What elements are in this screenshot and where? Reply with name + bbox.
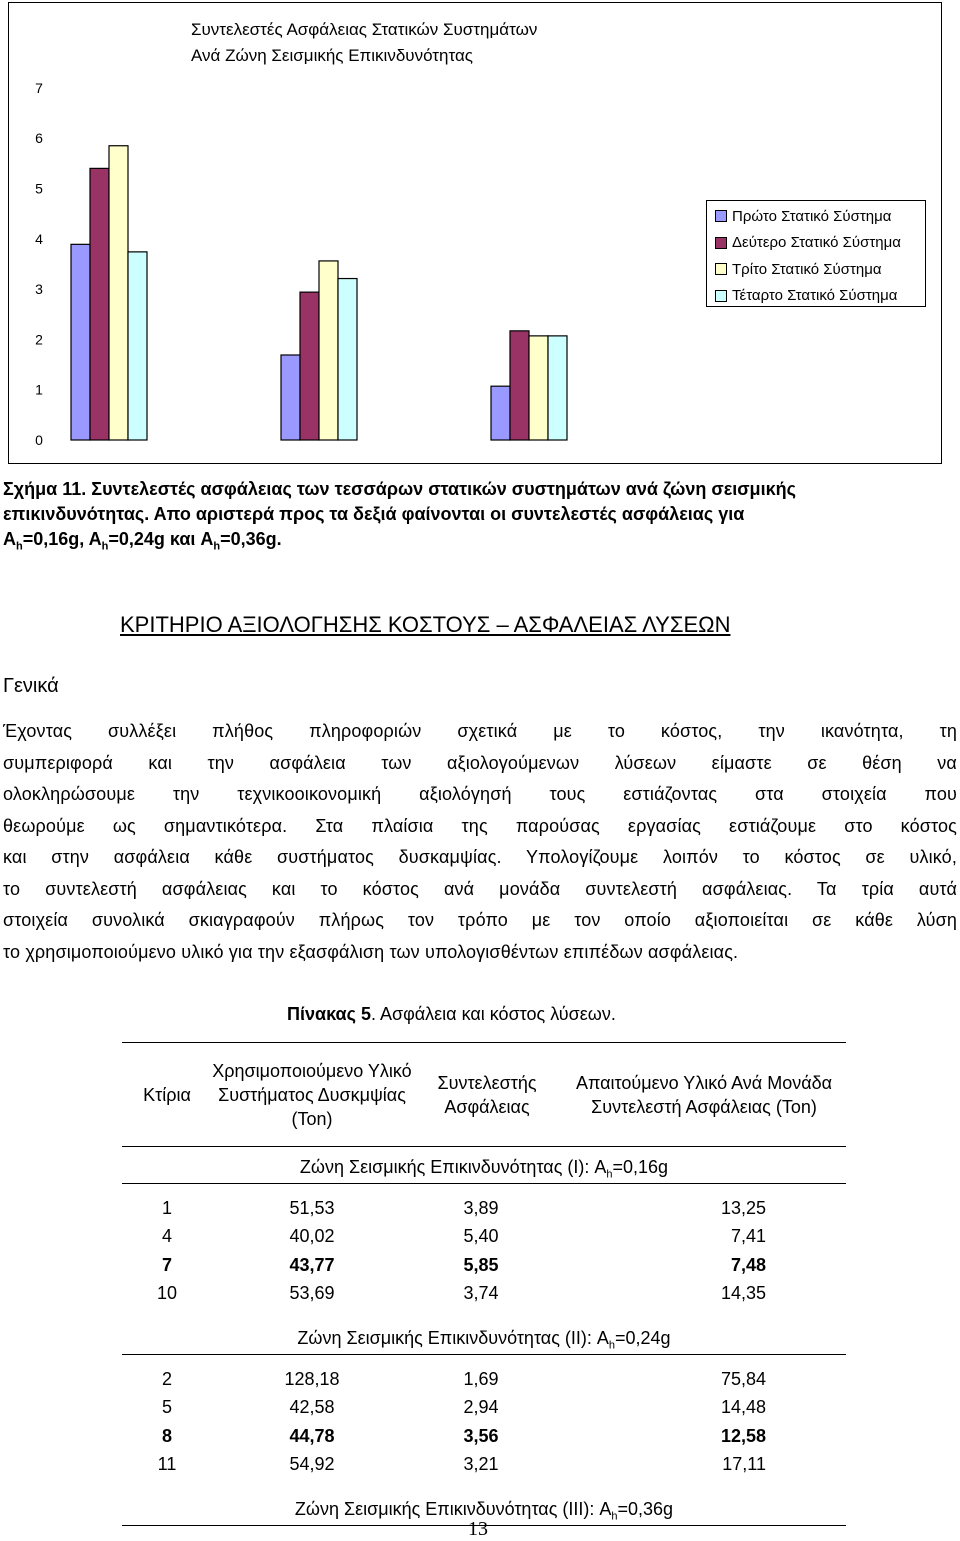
y-tick-label: 4 (35, 230, 43, 247)
header-safety-factor: Συντελεστής Ασφάλειας (412, 1043, 562, 1147)
cell-material: 53,69 (289, 1283, 335, 1304)
legend-label: Δεύτερο Στατικό Σύστημα (732, 234, 901, 252)
chart-bar (128, 252, 147, 440)
table-row (122, 1280, 846, 1309)
cell-material: 51,53 (289, 1197, 335, 1218)
cell-material-per-unit: 17,11 (722, 1454, 766, 1475)
zone-row (122, 1318, 846, 1355)
table-header-row (122, 1043, 846, 1147)
paragraph-line: στοιχεία συνολικά σκιαγραφούν πλήρως τον τρόπο με τον οποίο αξιοποιείται σε κάθε λύση (3, 910, 957, 930)
table-body (122, 1147, 846, 1526)
figure-caption-line-1: Σχήμα 11. Συντελεστές ασφάλειας των τεσσάρων στατικών συστημάτων ανά ζώνη σεισμικής (3, 479, 796, 499)
spacer-row (122, 1184, 846, 1195)
table-row (122, 1223, 846, 1252)
y-tick-label: 6 (35, 130, 43, 147)
section-heading: ΚΡΙΤΗΡΙΟ ΑΞΙΟΛΟΓΗΣΗΣ ΚΟΣΤΟΥΣ – ΑΣΦΑΛΕΙΑΣ ΛΥΣΕΩΝ (120, 612, 731, 637)
cell-material-per-unit: 75,84 (720, 1368, 766, 1389)
paragraph-line: το χρησιμοποιούμενο υλικό για την εξασφάλιση των υπολογισθέντων επιπέδων ασφάλειας. (3, 941, 739, 962)
cost-safety-table (122, 1042, 846, 1526)
legend-item (715, 256, 925, 283)
chart-bar (281, 355, 300, 440)
y-tick-label: 2 (35, 331, 43, 348)
cell-material: 42,58 (289, 1397, 335, 1418)
body-paragraph (3, 716, 957, 968)
legend-swatch (715, 210, 727, 222)
chart-bar (300, 292, 319, 440)
cell-building: 5 (161, 1397, 172, 1418)
cell-material: 54,92 (289, 1454, 335, 1475)
cell-material: 44,78 (289, 1425, 335, 1446)
cell-material-per-unit: 13,25 (720, 1197, 766, 1218)
chart-title: Συντελεστές Ασφάλειας Στατικών Συστημάτων (191, 20, 538, 39)
cell-building: 10 (156, 1283, 178, 1304)
chart-bar (510, 331, 529, 440)
legend-item (715, 283, 925, 310)
zone-row (122, 1147, 846, 1184)
legend-item (715, 230, 925, 257)
y-tick-label: 5 (35, 180, 43, 197)
chart-bar (109, 146, 128, 440)
chart-bar (491, 386, 510, 440)
cell-material-per-unit: 7,41 (730, 1226, 766, 1247)
cell-building: 8 (161, 1425, 172, 1446)
cell-safety-factor: 5,85 (463, 1254, 499, 1275)
cell-safety-factor: 3,74 (463, 1283, 499, 1304)
table-row (122, 1194, 846, 1223)
y-tick-label: 7 (35, 79, 43, 96)
cell-material-per-unit: 14,48 (720, 1397, 766, 1418)
spacer-row (122, 1355, 846, 1366)
paragraph-line: συμπεριφορά και την ασφάλεια των αξιολογούμενων λύσεων είμαστε σε θέση να (3, 752, 957, 773)
chart-bar (90, 168, 109, 440)
spacer-row (122, 1308, 846, 1318)
cell-safety-factor: 3,56 (463, 1425, 499, 1446)
header-buildings: Κτίρια (122, 1043, 212, 1147)
cell-material-per-unit: 7,48 (730, 1254, 766, 1275)
legend-label: Τέταρτο Στατικό Σύστημα (732, 287, 898, 305)
page-number: 13 (468, 1518, 488, 1540)
safety-factor-chart (8, 2, 942, 464)
cell-material: 43,77 (289, 1254, 335, 1275)
table-caption: Πίνακας 5. Ασφάλεια και κόστος λύσεων. (287, 1004, 616, 1024)
table-row (122, 1365, 846, 1394)
chart-bar (338, 279, 357, 440)
header-material-per-unit: Απαιτούμενο Υλικό Ανά Μονάδα Συντελεστή Ασφάλειας (Ton) (562, 1043, 846, 1147)
cell-safety-factor: 1,69 (463, 1368, 499, 1389)
header-material: Χρησιμοποιούμενο Υλικό Συστήματος Δυσκμψίας (Ton) (212, 1043, 412, 1147)
chart-legend (706, 200, 926, 307)
subsection-heading: Γενικά (3, 675, 59, 697)
cell-building: 4 (161, 1226, 172, 1247)
cell-safety-factor: 3,21 (463, 1454, 499, 1475)
chart-bar (319, 261, 338, 440)
zone-label: Ζώνη Σεισμικής Επικινδυνότητας (ΙΙ): $A_h=0,24g$ (122, 1318, 846, 1355)
y-tick-label: 1 (35, 381, 43, 398)
chart-bar (529, 336, 548, 440)
spacer-row (122, 1479, 846, 1489)
y-tick-label: 0 (35, 432, 43, 448)
table-row (122, 1251, 846, 1280)
cell-material-per-unit: 12,58 (720, 1425, 766, 1446)
figure-caption-line-2: επικινδυνότητας. Απο αριστερά προς τα δεξιά φαίνονται οι συντελεστές ασφάλειας για (3, 504, 745, 524)
cell-safety-factor: 3,89 (463, 1197, 499, 1218)
cell-safety-factor: 2,94 (463, 1397, 499, 1418)
legend-label: Τρίτο Στατικό Σύστημα (732, 260, 882, 278)
y-tick-label: 3 (35, 281, 43, 298)
cell-material: 128,18 (284, 1368, 340, 1389)
paragraph-line: ολοκληρώσουμε την τεχνικοοικονομική αξιολόγησή τους εστιάζοντας στα στοιχεία που (3, 784, 957, 804)
cell-building: 11 (157, 1454, 177, 1475)
zone-label: Ζώνη Σεισμικής Επικινδυνότητας (Ι): $A_h=0,16g$ (122, 1147, 846, 1184)
cell-building: 1 (161, 1197, 172, 1218)
table-row (122, 1394, 846, 1423)
chart-bar (548, 336, 567, 440)
cell-material: 40,02 (289, 1226, 335, 1247)
paragraph-line: και στην ασφάλεια κάθε συστήματος δυσκαμψίας. Υπολογίζουμε λοιπόν το κόστος σε υλικό, (3, 847, 957, 867)
legend-item (715, 203, 925, 230)
cell-material-per-unit: 14,35 (720, 1283, 766, 1304)
paragraph-line: το συντελεστή ασφάλειας και το κόστος ανά μονάδα συντελεστή ασφάλειας. Τα τρία αυτά (3, 878, 957, 899)
chart-bar (71, 244, 90, 440)
cell-building: 7 (161, 1254, 172, 1275)
legend-swatch (715, 237, 727, 249)
cell-safety-factor: 5,40 (463, 1226, 499, 1247)
legend-swatch (715, 290, 727, 302)
paragraph-line: θεωρούμε ως σημαντικότερα. Στα πλαίσια της παρούσας εργασίας εστιάζουμε στο κόστος (3, 815, 957, 836)
table-row (122, 1451, 846, 1480)
table-row (122, 1422, 846, 1451)
paragraph-line: Έχοντας συλλέξει πλήθος πληροφοριών σχετικά με το κόστος, την ικανότητα, τη (3, 721, 957, 741)
chart-subtitle: Ανά Ζώνη Σεισμικής Επικινδυνότητας (191, 46, 473, 65)
legend-swatch (715, 263, 727, 275)
figure-caption-line-3: $A_h=0,16g$, $A_h=0,24g$ και $A_h=0,36g$. (3, 529, 282, 553)
legend-label: Πρώτο Στατικό Σύστημα (732, 207, 892, 225)
cell-building: 2 (161, 1368, 172, 1389)
zone-label: Ζώνη Σεισμικής Επικινδυνότητας (ΙΙΙ): $A_h=0,36g$ (122, 1489, 846, 1526)
